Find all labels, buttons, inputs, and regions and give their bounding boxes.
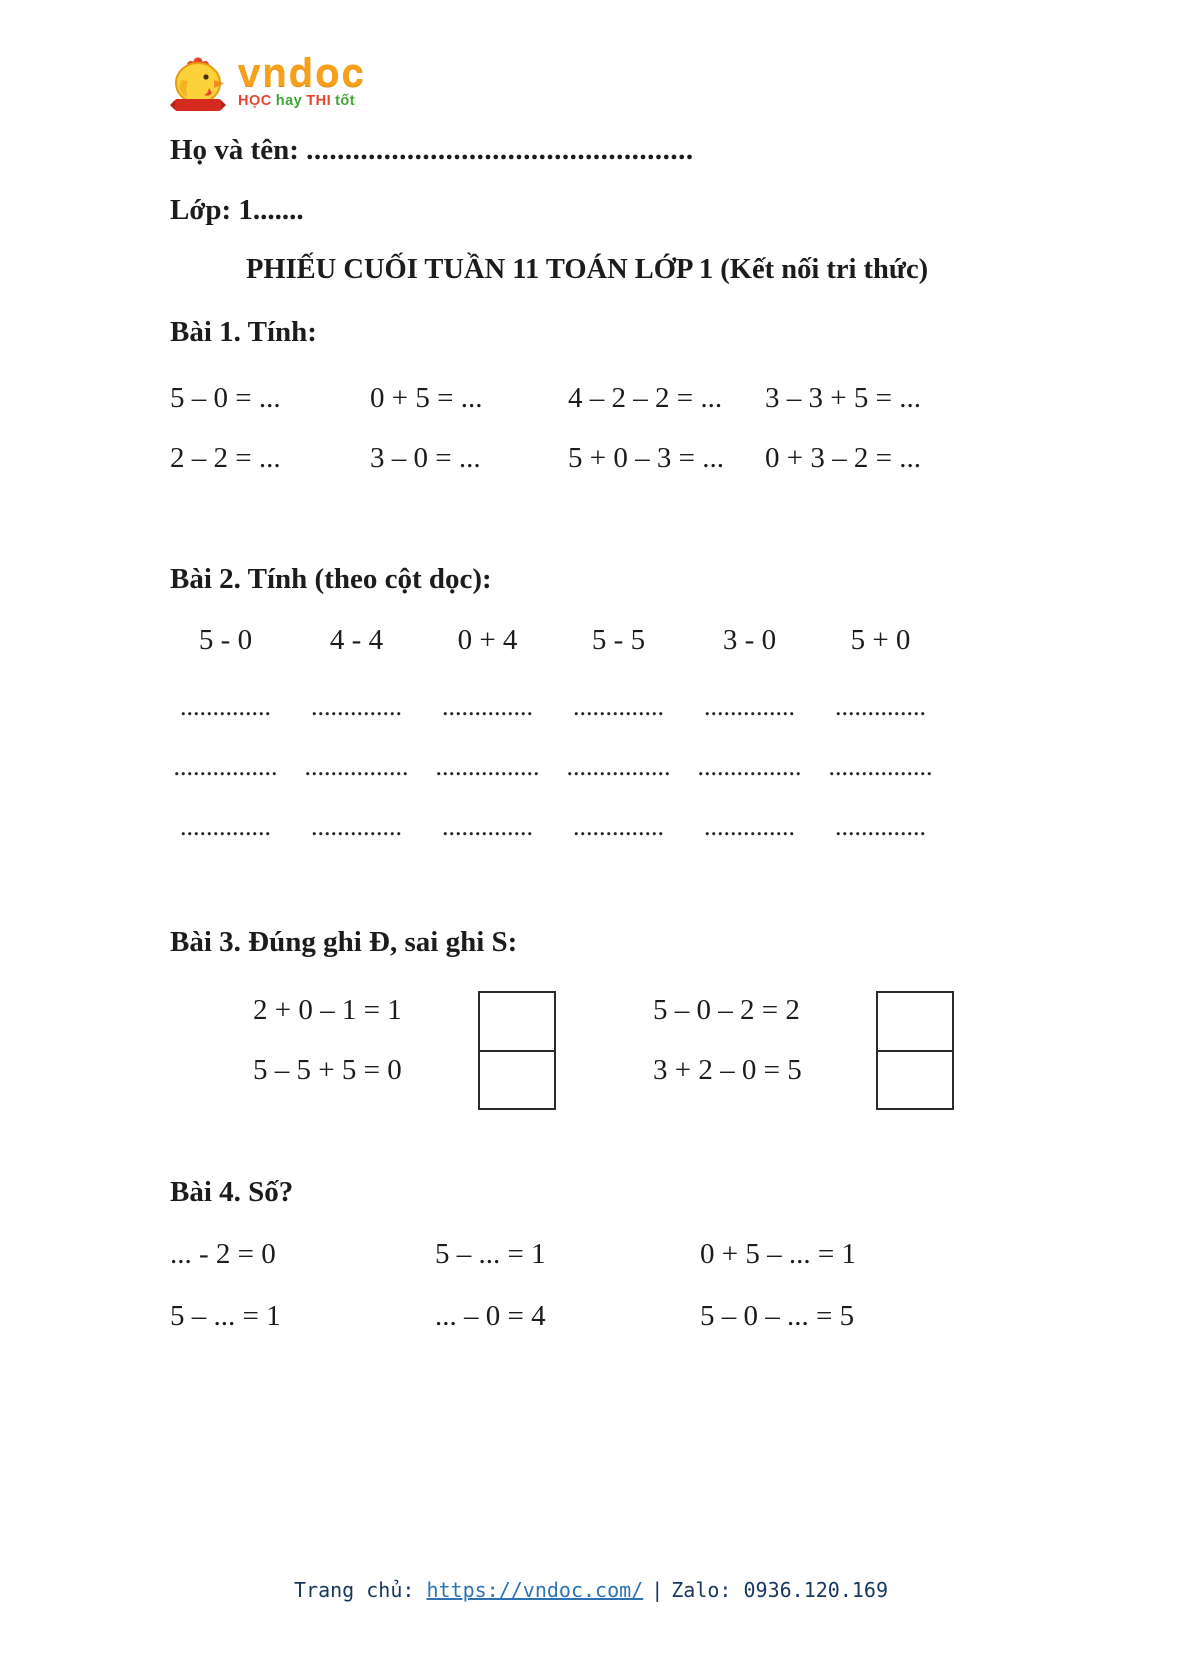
equation: 3 – 3 + 5 = ... [765, 382, 921, 414]
bai2-dotted-row [160, 812, 946, 842]
class-line: Lớp: 1....... [170, 194, 304, 226]
student-name-line [170, 134, 694, 167]
bai4-heading: Bài 4. Số? [170, 1176, 294, 1208]
equation: 5 – ... = 1 [170, 1300, 281, 1332]
bai1-equations [170, 382, 921, 474]
equation: 5 – 0 = ... [170, 382, 281, 414]
column-expression: 5 - 5 [591, 624, 646, 656]
equation: 5 – 0 – ... = 5 [700, 1300, 855, 1332]
name-dotted-blank: .................................................. [306, 134, 694, 166]
dotted-blank: ................ [697, 752, 802, 781]
tagline-word: THI [306, 93, 332, 109]
dotted-blank: .............. [835, 692, 926, 721]
column-expression: 4 - 4 [329, 624, 384, 656]
bai4-equations [170, 1238, 856, 1332]
bai2-dotted-row [160, 752, 946, 782]
dotted-blank: ................ [828, 752, 933, 781]
logo-brand-text: vndoc [238, 51, 366, 95]
chicken-mascot-icon [168, 54, 230, 116]
answer-cell [480, 1052, 554, 1108]
logo-tagline [238, 92, 366, 110]
dotted-blank: ................ [566, 752, 671, 781]
dotted-blank: .............. [180, 692, 271, 721]
column-expression: 5 + 0 [850, 624, 911, 656]
bai3-heading: Bài 3. Đúng ghi Đ, sai ghi S: [170, 926, 518, 958]
footer-zalo: Zalo: 0936.120.169 [671, 1578, 888, 1602]
answer-cell [480, 993, 554, 1052]
dotted-blank: .............. [704, 812, 795, 841]
tagline-word: HỌC [238, 93, 272, 109]
bai3-body [170, 991, 1030, 1116]
answer-cell [878, 1052, 952, 1108]
tagline-word: hay [275, 93, 303, 109]
equation: 0 + 5 = ... [370, 382, 483, 414]
equation: 3 – 0 = ... [370, 442, 481, 474]
column-expression: 3 - 0 [722, 624, 777, 656]
vndoc-home-link[interactable]: https://vndoc.com/ [426, 1578, 644, 1602]
equation: 5 – 0 – 2 = 2 [653, 994, 800, 1026]
equation: 3 + 2 – 0 = 5 [653, 1054, 802, 1086]
equation: ... - 2 = 0 [170, 1238, 276, 1270]
answer-box [876, 991, 954, 1110]
bai1-heading: Bài 1. Tính: [170, 316, 317, 348]
dotted-blank: .............. [180, 812, 271, 841]
dotted-blank: .............. [704, 692, 795, 721]
equation: 2 + 0 – 1 = 1 [253, 994, 402, 1026]
dotted-blank: ................ [435, 752, 540, 781]
dotted-blank: .............. [442, 692, 533, 721]
dotted-blank: .............. [311, 812, 402, 841]
equation: 5 – 5 + 5 = 0 [253, 1054, 402, 1086]
dotted-blank: .............. [573, 692, 664, 721]
answer-box [478, 991, 556, 1110]
column-expression: 5 - 0 [198, 624, 253, 656]
equation: 4 – 2 – 2 = ... [568, 382, 723, 414]
dotted-blank: ................ [173, 752, 278, 781]
dotted-blank: .............. [573, 812, 664, 841]
answer-cell [878, 993, 952, 1052]
bai2-column-headers [160, 624, 946, 656]
dotted-blank: ................ [304, 752, 409, 781]
footer-home-label: Trang chủ: [293, 1578, 415, 1602]
equation: 5 + 0 – 3 = ... [568, 442, 724, 474]
dotted-blank: .............. [442, 812, 533, 841]
footer-separator: | [651, 1578, 664, 1602]
dotted-blank: .............. [311, 692, 402, 721]
equation: ... – 0 = 4 [435, 1300, 546, 1332]
equation: 5 – ... = 1 [435, 1238, 546, 1270]
vndoc-logo [168, 51, 366, 116]
equation: 0 + 3 – 2 = ... [765, 442, 921, 474]
equation: 2 – 2 = ... [170, 442, 281, 474]
tagline-word: tốt [335, 93, 356, 109]
name-label: Họ và tên: [170, 134, 299, 166]
dotted-blank: .............. [835, 812, 926, 841]
bai2-dotted-row [160, 692, 946, 722]
page-footer [0, 1578, 1182, 1602]
column-expression: 0 + 4 [457, 624, 518, 656]
worksheet-title: PHIẾU CUỐI TUẦN 11 TOÁN LỚP 1 (Kết nối tri thức) [246, 254, 929, 285]
equation: 0 + 5 – ... = 1 [700, 1238, 856, 1270]
bai2-heading: Bài 2. Tính (theo cột dọc): [170, 563, 492, 595]
